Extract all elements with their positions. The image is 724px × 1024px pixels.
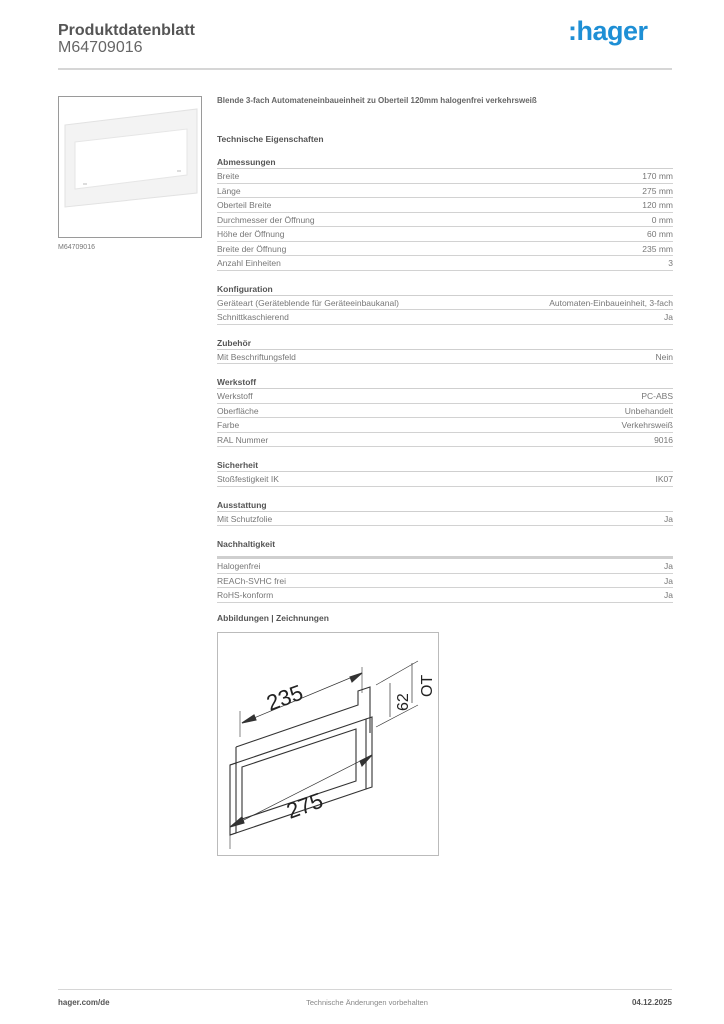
spec-value: Automaten-Einbaueinheit, 3-fach: [549, 297, 673, 308]
spec-label: RoHS-konform: [217, 590, 274, 600]
group-title: Zubehör: [217, 337, 673, 350]
group-abmessungen: [217, 156, 673, 271]
spec-value: IK07: [655, 474, 673, 484]
spec-label: Stoßfestigkeit IK: [217, 474, 279, 484]
group-konfiguration: [217, 283, 673, 325]
spec-label: Oberfläche: [217, 405, 259, 416]
group-nachhaltigkeit: [217, 538, 673, 603]
hager-logo: :hager: [568, 16, 648, 46]
spec-row: [217, 559, 673, 574]
article-number: M64709016: [58, 39, 143, 56]
spec-value: 9016: [654, 434, 673, 445]
spec-label: Breite der Öffnung: [217, 243, 287, 254]
product-image: [58, 96, 202, 238]
dim-235-label: 235: [263, 679, 307, 716]
spec-value: Nein: [655, 351, 673, 362]
spec-label: Höhe der Öffnung: [217, 229, 285, 239]
group-title: Nachhaltigkeit: [217, 538, 673, 559]
spec-label: Länge: [217, 185, 241, 196]
spec-value: 0 mm: [651, 214, 673, 225]
spec-value: Ja: [664, 590, 673, 600]
group-title: Sicherheit: [217, 459, 673, 472]
spec-row: [217, 169, 673, 184]
spec-row: [217, 296, 673, 311]
figures-heading: Abbildungen | Zeichnungen: [217, 613, 329, 623]
spec-value: 60 mm: [647, 229, 673, 239]
product-image-caption: M64709016: [58, 244, 95, 251]
group-werkstoff: [217, 376, 673, 447]
spec-label: Schnittkaschierend: [217, 312, 289, 322]
spec-row: [217, 227, 673, 242]
spec-row: [217, 256, 673, 271]
footer-divider: [58, 989, 672, 990]
spec-value: Ja: [664, 513, 673, 524]
group-title: Werkstoff: [217, 376, 673, 389]
spec-value: 120 mm: [642, 200, 673, 210]
document-title: Produktdatenblatt: [58, 22, 195, 39]
spec-row: [217, 389, 673, 404]
group-zubehoer: [217, 337, 673, 365]
spec-value: 170 mm: [642, 171, 673, 181]
spec-row: [217, 574, 673, 589]
spec-label: Werkstoff: [217, 391, 253, 401]
spec-row: [217, 310, 673, 325]
spec-label: Farbe: [217, 420, 240, 430]
group-title: Konfiguration: [217, 283, 673, 296]
product-description: Blende 3-fach Automateneinbaueinheit zu Oberteil 120mm halogenfrei verkehrsweiß: [217, 96, 537, 105]
spec-row: [217, 404, 673, 419]
footer-website-link[interactable]: hager.com/de: [58, 998, 110, 1007]
spec-label: REACh-SVHC frei: [217, 575, 286, 586]
group-title: Ausstattung: [217, 499, 673, 512]
spec-label: Breite: [217, 171, 240, 181]
spec-row: [217, 242, 673, 257]
dimension-drawing-icon: [218, 633, 438, 855]
spec-label: RAL Nummer: [217, 434, 269, 445]
spec-label: Oberteil Breite: [217, 200, 272, 210]
spec-label: Geräteart (Geräteblende für Geräteeinbaukanal): [217, 297, 399, 308]
spec-value: 235 mm: [642, 243, 673, 254]
spec-value: Unbehandelt: [624, 405, 673, 416]
spec-label: Halogenfrei: [217, 561, 261, 571]
spec-row: [217, 198, 673, 213]
spec-value: 3: [668, 258, 673, 268]
spec-row: [217, 588, 673, 603]
header-divider: [58, 68, 672, 70]
dim-62-label: 62: [395, 693, 412, 711]
technical-drawing: [217, 632, 439, 856]
spec-value: Ja: [664, 312, 673, 322]
group-sicherheit: [217, 459, 673, 487]
spec-row: [217, 418, 673, 433]
section-heading: Technische Eigenschaften: [217, 134, 324, 144]
spec-value: Ja: [664, 561, 673, 571]
spec-row: [217, 184, 673, 199]
spec-value: Ja: [664, 575, 673, 586]
spec-row: [217, 472, 673, 487]
spec-content: [217, 96, 673, 603]
footer-notice: Technische Änderungen vorbehalten: [306, 998, 428, 1007]
spec-row: [217, 433, 673, 448]
spec-value: Verkehrsweiß: [621, 420, 673, 430]
spec-label: Durchmesser der Öffnung: [217, 214, 315, 225]
footer-date: 04.12.2025: [631, 998, 672, 1007]
spec-row: [217, 213, 673, 228]
spec-row: [217, 350, 673, 365]
spec-value: 275 mm: [642, 185, 673, 196]
spec-value: PC-ABS: [641, 391, 673, 401]
group-ausstattung: [217, 499, 673, 527]
product-photo-icon: [59, 97, 201, 237]
spec-label: Mit Beschriftungsfeld: [217, 351, 296, 362]
group-title: Abmessungen: [217, 156, 673, 169]
spec-label: Mit Schutzfolie: [217, 513, 273, 524]
spec-label: Anzahl Einheiten: [217, 258, 281, 268]
spec-row: [217, 512, 673, 527]
dim-275-label: 275: [283, 787, 327, 824]
dim-ot-label: OT: [419, 674, 436, 697]
